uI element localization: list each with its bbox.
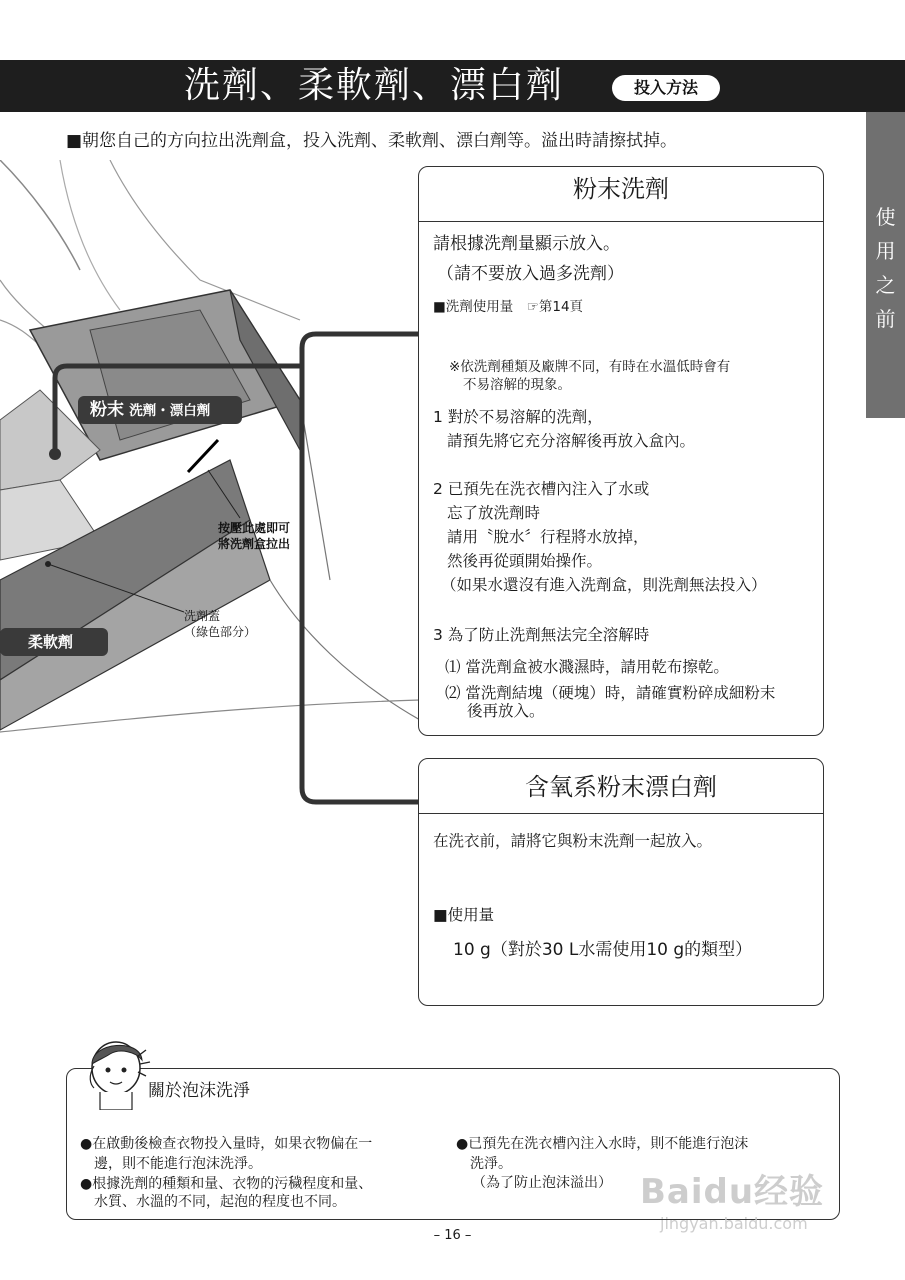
powder-item3-1: ⑴ 當洗劑盒被水濺濕時，請用乾布擦乾。 [445,658,729,676]
powder-note-line2: 不易溶解的現象。 [463,377,571,393]
bleach-panel-title: 含氧系粉末漂白劑 [525,773,717,801]
powder-line2: （請不要放入過多洗劑） [437,264,624,284]
powder-panel-title: 粉末洗劑 [573,175,669,203]
powder-item2-c: 請用〝脫水〞行程將水放掉， [447,528,649,546]
page-number: – 16 – [433,1228,472,1243]
powder-item3: 3 為了防止洗劑無法完全溶解時 [433,626,650,644]
powder-usage-reference: ■洗劑使用量 ☞第14頁 [433,299,584,315]
powder-panel-divider [419,221,823,222]
detergent-lid-callout: 洗劑蓋 （綠色部分） [184,609,257,639]
intro-text: ■朝您自己的方向拉出洗劑盒，投入洗劑、柔軟劑、漂白劑等。溢出時請擦拭掉。 [66,131,678,151]
powder-item2-b: 忘了放洗劑時 [447,504,541,522]
bleach-usage-label: ■使用量 [433,906,495,924]
foam-bullet3-a: ●已預先在洗衣槽內注入水時，則不能進行泡沫 [456,1136,749,1152]
watermark-brand: Baidu经验 [640,1172,825,1212]
powder-item2-a: 2 已預先在洗衣槽內注入了水或 [433,480,650,498]
bleach-usage-value: 10 g（對於30 L水需使用10 g的類型） [453,940,753,960]
powder-label-sub: 洗劑・漂白劑 [129,403,211,419]
watermark-url: jingyan.baidu.com [660,1214,808,1233]
foam-bullet2-b: 水質、水溫的不同，起泡的程度也不同。 [94,1194,346,1210]
foam-bullet3-b: 洗淨。 [470,1156,512,1172]
bleach-line1: 在洗衣前，請將它與粉末洗劑一起放入。 [433,832,713,850]
powder-line1: 請根據洗劑量顯示放入。 [433,234,620,254]
powder-item3-2b: 後再放入。 [467,702,545,720]
softener-compartment-label: 柔軟劑 [0,628,108,656]
press-here-callout: 按壓此處即可 將洗劑盒拉出 [218,521,291,551]
powder-item2-d: 然後再從頭開始操作。 [447,552,603,570]
page-title: 洗劑、柔軟劑、漂白劑 [184,65,565,106]
powder-compartment-label [78,396,242,424]
powder-item1-b: 請預先將它充分溶解後再放入盒內。 [447,432,696,450]
bracket-connector [296,330,420,808]
powder-item2-e: （如果水還沒有進入洗劑盒，則洗劑無法投入） [441,576,767,594]
powder-note-line1: ※依洗劑種類及廠牌不同，有時在水溫低時會有 [449,359,731,375]
powder-label-main: 粉末 [90,400,124,420]
method-badge: 投入方法 [612,75,720,101]
side-tab-text: 使用之前 [875,205,896,331]
foam-bullet1-a: ●在啟動後檢查衣物投入量時，如果衣物偏在一 [80,1136,373,1152]
powder-item3-2a: ⑵ 當洗劑結塊（硬塊）時，請確實粉碎成細粉末 [445,684,776,702]
bleach-panel-divider [419,813,823,814]
foam-wash-title: 關於泡沫洗淨 [148,1081,250,1101]
foam-bullet1-b: 邊，則不能進行泡沫洗淨。 [94,1156,262,1172]
oxygen-bleach-panel [418,758,824,1006]
foam-bullet2-a: ●根據洗劑的種類和量、衣物的污穢程度和量、 [80,1176,373,1192]
side-tab-label [866,200,905,336]
foam-bullet3-c: （為了防止泡沫溢出） [472,1175,612,1191]
powder-item1-a: 1 對於不易溶解的洗劑， [433,408,603,426]
person-mascot-icon [80,1030,154,1110]
powder-detergent-panel [418,166,824,736]
